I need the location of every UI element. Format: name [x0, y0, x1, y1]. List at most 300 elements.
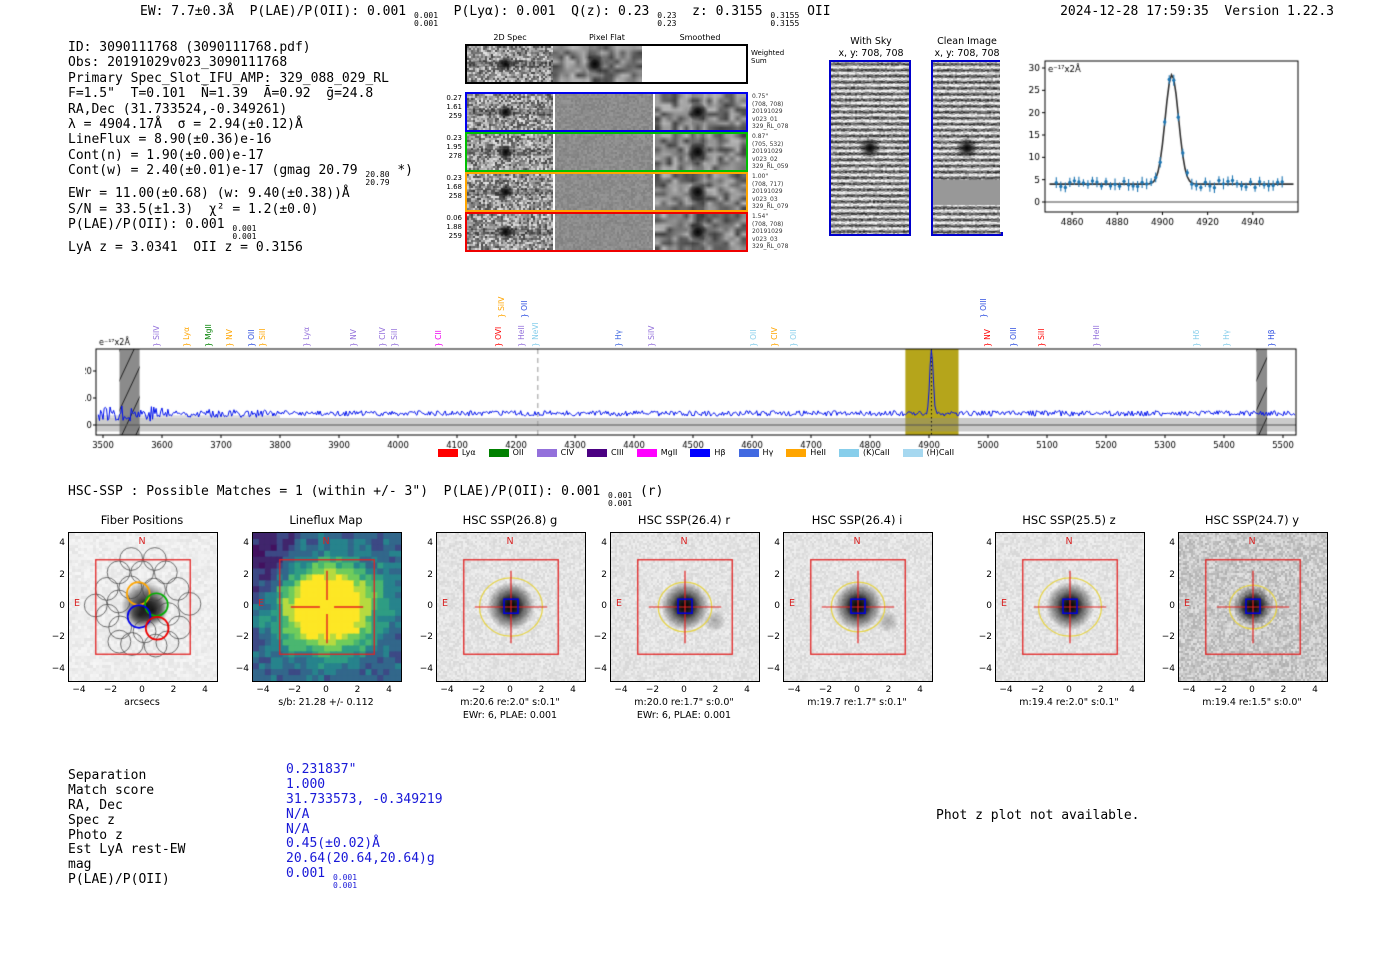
- y-tick-label: 0: [1169, 601, 1175, 611]
- text-segment: 0.231837": [286, 762, 357, 777]
- spec2d-image: [655, 174, 746, 210]
- x-tick-label: −2: [818, 685, 833, 695]
- y-tick-label: 2: [243, 569, 249, 580]
- x-tick-label: −4: [787, 685, 801, 695]
- compass-e: E: [616, 598, 623, 609]
- stacked-uncertainty: 0.001 0.001: [332, 873, 358, 890]
- y-tick-label: 2: [601, 569, 607, 580]
- legend-item: [739, 448, 774, 457]
- x-tick-label: 2: [712, 685, 719, 695]
- spec2d-image: [655, 94, 746, 130]
- line-label-text: } Lyα: [301, 326, 311, 347]
- cutout-caption2: EWr: 6, PLAE: 0.001: [462, 710, 558, 721]
- fiber-weight-labels: [430, 174, 462, 201]
- line-label-text: } OIII: [979, 298, 989, 318]
- cutout-xlabel: arcsecs: [124, 697, 160, 708]
- y-tick-label: 2: [1169, 569, 1175, 580]
- fiber-id-line: 20191029: [752, 108, 783, 116]
- legend-swatch: [587, 449, 607, 457]
- compass-n: N: [1065, 536, 1073, 547]
- text-segment: P(LAE)/P(OII): 0.001: [68, 217, 233, 233]
- text-segment: EW: 7.7±0.3Å P(LAE)/P(OII): 0.001: [140, 4, 414, 19]
- fiber-id-line: (705, 532): [752, 140, 784, 148]
- cutout-canvas: [253, 533, 401, 681]
- fiber-id-line: v023_03: [752, 235, 778, 243]
- x-tick-label: −4: [614, 685, 628, 695]
- fiber-id-labels: [752, 173, 814, 211]
- spec2d-weighted-sum-row: [465, 44, 748, 84]
- cutout-canvas: [437, 533, 585, 681]
- x-tick-label: 0: [1066, 685, 1072, 695]
- cutout-title: HSC SSP(26.8) g: [462, 513, 558, 527]
- line-label-text: } Lyα: [182, 326, 191, 347]
- y-tick-label: 0: [774, 601, 780, 611]
- spec2d-fiber-row: [465, 172, 748, 212]
- fiber-id-line: 0.75": [752, 93, 769, 100]
- cutout-title: HSC SSP(24.7) y: [1204, 513, 1300, 527]
- spec2d-fiber-row: [465, 92, 748, 132]
- y-tick-label: −2: [593, 632, 607, 643]
- match-label: Spec z: [68, 812, 115, 828]
- cutout-image: [610, 532, 760, 682]
- legend-item: [537, 448, 574, 457]
- match-value: [286, 807, 309, 822]
- fiber-weight-value: 1.68: [446, 183, 462, 191]
- fiber-weight-value: 0.23: [446, 174, 462, 182]
- fiber-weight-value: 278: [448, 152, 462, 160]
- spec2d-image: [467, 94, 553, 130]
- match-row: [68, 762, 443, 783]
- legend-label: Lyα: [461, 448, 476, 457]
- line-label-text: } NV: [983, 329, 993, 347]
- legend-item: [438, 448, 476, 457]
- compass-n: N: [138, 536, 146, 547]
- x-tick-label: 4: [202, 685, 208, 695]
- match-label: Photo z: [68, 827, 123, 843]
- line-label-text: } Hγ: [613, 329, 623, 347]
- text-segment: F=1.5" T=0.101 N̄=1.39 Ā=0.92 ḡ=24.8: [68, 86, 374, 102]
- line-label-text: } SiIV: [497, 296, 507, 318]
- y-tick-label: −4: [51, 663, 65, 674]
- text-segment: EWr = 11.00(±0.68) (w: 9.40(±0.38))Å: [68, 186, 350, 202]
- y-tick-label: 2: [774, 569, 780, 580]
- line-label-text: } OIII: [1008, 327, 1018, 347]
- summary-line: [140, 4, 831, 27]
- x-tick-label: −4: [72, 685, 86, 695]
- y-tick-label: −4: [419, 663, 433, 674]
- text-segment: Obs: 20191029v023_3090111768: [68, 55, 288, 71]
- withsky-title-text: With Sky: [850, 36, 892, 47]
- legend-item: [903, 448, 954, 457]
- stacked-uncertainty: 20.80 20.79: [365, 170, 390, 187]
- cutout-image: [783, 532, 933, 682]
- info-line: [68, 202, 413, 217]
- y-tick-label: −2: [766, 632, 780, 643]
- line-label-text: } HeII: [517, 325, 527, 347]
- x-tick-label: 0: [854, 685, 860, 695]
- line-label-text: } Hγ: [1222, 329, 1232, 347]
- spec2d-image: [555, 134, 653, 170]
- fiber-id-line: 329_RL_078: [752, 123, 789, 131]
- x-tick-label: 4: [386, 685, 392, 695]
- fiber-weight-value: 1.95: [446, 143, 462, 151]
- cutout-image: [995, 532, 1145, 682]
- text-segment: ID: 3090111768 (3090111768.pdf): [68, 40, 311, 55]
- fiber-id-line: 329_RL_078: [752, 243, 789, 251]
- x-tick-label: −2: [471, 685, 486, 695]
- fiber-id-line: (708, 708): [752, 220, 784, 228]
- text-segment: Cont(n) = 1.90(±0.00)e-17: [68, 147, 264, 163]
- compass-n: N: [322, 536, 330, 547]
- fiber-id-labels: [752, 133, 814, 171]
- legend-swatch: [690, 449, 710, 457]
- match-value: [286, 851, 435, 866]
- y-tick-label: −4: [978, 663, 992, 674]
- x-tick-label: 2: [170, 685, 177, 695]
- line-label-text: } CII: [433, 330, 443, 347]
- spec2d-fiber-row: [465, 212, 748, 252]
- spec2d-image: [553, 46, 642, 82]
- compass-n: N: [506, 536, 514, 547]
- fiber-id-labels: [752, 93, 814, 131]
- match-row: [68, 851, 443, 873]
- match-label: mag: [68, 857, 92, 873]
- line-label-text: } CIV: [769, 327, 779, 347]
- compass-e: E: [1001, 598, 1008, 609]
- match-value: [286, 762, 356, 777]
- fiber-weight-value: 0.23: [446, 134, 462, 142]
- legend-label: MgII: [660, 448, 678, 457]
- withsky-title: [826, 36, 916, 59]
- fiber-id-line: v023_01: [752, 115, 778, 123]
- detection-info-block: [68, 40, 413, 255]
- text-segment: P(Lyα): 0.001 Q(z): 0.23: [438, 4, 658, 19]
- y-tick-label: −2: [419, 632, 433, 643]
- x-tick-label: −4: [999, 685, 1013, 695]
- fiber-weight-value: 0.06: [446, 214, 462, 222]
- compass-e: E: [258, 598, 265, 609]
- legend-label: Hγ: [762, 448, 774, 457]
- match-value: [286, 777, 325, 792]
- text-segment: N/A: [286, 806, 310, 822]
- y-tick-label: 2: [427, 569, 433, 580]
- y-tick-label: 4: [986, 538, 992, 549]
- text-segment: 20.64(20.64,20.64)g: [286, 851, 435, 867]
- compass-e: E: [74, 598, 81, 609]
- legend-label: OII: [512, 448, 524, 457]
- x-tick-label: −4: [1182, 685, 1196, 695]
- spec2d-fiber-row: [465, 132, 748, 172]
- legend-swatch: [903, 449, 923, 457]
- y-tick-label: 0: [59, 601, 65, 611]
- legend-item: [786, 448, 826, 457]
- y-tick-label: −4: [593, 663, 607, 674]
- text-segment: 0.45(±0.02)Å: [286, 836, 380, 852]
- x-tick-label: 2: [354, 685, 361, 695]
- photz-notice: Phot z plot not available.: [936, 808, 1140, 823]
- x-tick-label: 2: [1097, 685, 1104, 695]
- cutout-caption: m:20.6 re:2.0" s:0.1": [460, 697, 560, 708]
- x-tick-label: −2: [1030, 685, 1045, 695]
- text-segment: Cont(w) = 2.40(±0.01)e-17 (gmag 20.79: [68, 163, 366, 179]
- y-tick-label: 4: [243, 538, 249, 549]
- line-label-text: } OVI: [494, 326, 504, 347]
- cutout-title: HSC SSP(26.4) i: [811, 513, 903, 527]
- x-tick-label: 0: [507, 685, 513, 695]
- clean-xy: x, y: 708, 708: [934, 47, 1000, 59]
- fiber-id-line: (708, 708): [752, 100, 784, 108]
- info-line: [68, 117, 413, 132]
- spec2d-image: [655, 214, 746, 250]
- cutout-title: HSC SSP(25.5) z: [1022, 513, 1116, 527]
- match-label: Separation: [68, 768, 147, 783]
- cutout-title: Fiber Positions: [100, 513, 184, 527]
- x-tick-label: 0: [1249, 685, 1255, 695]
- y-tick-label: 0: [243, 601, 249, 611]
- full-spectrum-plot: [85, 263, 1310, 458]
- y-tick-label: 4: [1169, 538, 1175, 549]
- text-segment: N/A: [286, 821, 310, 837]
- match-label: Est LyA rest-EW: [68, 842, 186, 858]
- match-value: [286, 822, 309, 837]
- spec2d-image: [655, 134, 746, 170]
- stacked-uncertainty: 0.3155 0.3155: [770, 11, 800, 28]
- y-tick-label: −2: [51, 632, 65, 643]
- fiber-weight-labels: [430, 134, 462, 161]
- cutout-canvas: [611, 533, 759, 681]
- cutout-caption: m:20.0 re:1.7" s:0.0": [634, 697, 734, 708]
- cutout-canvas: [69, 533, 217, 681]
- line-label-text: } Hδ: [1192, 329, 1202, 347]
- y-tick-label: 4: [774, 538, 780, 549]
- x-tick-label: 2: [885, 685, 892, 695]
- cutout-caption: s/b: 21.28 +/- 0.112: [278, 697, 374, 708]
- info-line: [68, 71, 413, 86]
- spec2d-image: [467, 134, 553, 170]
- legend-swatch: [537, 449, 557, 457]
- legend-label: CIII: [611, 448, 624, 457]
- fiber-id-line: 0.87": [752, 133, 769, 140]
- legend-item: [587, 448, 624, 457]
- line-label-text: } NeVI: [531, 322, 541, 347]
- y-tick-label: −2: [978, 632, 992, 643]
- x-tick-label: −4: [256, 685, 270, 695]
- text-segment: 31.733573, -0.349219: [286, 791, 443, 807]
- legend-swatch: [739, 449, 759, 457]
- line-label-text: } SiII: [258, 328, 268, 347]
- x-tick-label: 2: [1280, 685, 1287, 695]
- x-tick-label: −2: [287, 685, 302, 695]
- fiber-id-line: (708, 717): [752, 180, 784, 188]
- cutout-image: [68, 532, 218, 682]
- compass-n: N: [853, 536, 861, 547]
- y-tick-label: −2: [235, 632, 249, 643]
- compass-e: E: [442, 598, 449, 609]
- spec2d-header: 2D Spec: [493, 33, 527, 42]
- clean-canvas: [933, 62, 1001, 234]
- fiber-id-line: 329_RL_079: [752, 203, 789, 211]
- weighted-sum-line1: Weighted: [751, 49, 785, 57]
- fiber-weight-value: 259: [448, 112, 462, 120]
- match-value: [286, 792, 443, 807]
- info-line: [68, 163, 413, 186]
- spec2d-image: [555, 174, 653, 210]
- weighted-sum-label: [751, 49, 784, 65]
- x-tick-label: 4: [570, 685, 576, 695]
- cutout-canvas: [1179, 533, 1327, 681]
- fiber-weight-value: 1.88: [446, 223, 462, 231]
- hsc-match-header: [68, 484, 663, 507]
- y-tick-label: 4: [427, 538, 433, 549]
- compass-e: E: [1184, 598, 1191, 609]
- text-segment: z: 0.3155: [676, 4, 771, 19]
- compass-n: N: [1248, 536, 1256, 547]
- cutout-caption: m:19.7 re:1.7" s:0.1": [807, 697, 907, 708]
- info-line: [68, 40, 413, 55]
- cutout-title: Lineflux Map: [289, 513, 363, 527]
- weighted-sum-line2: Sum: [751, 57, 767, 65]
- fiber-id-line: v023_02: [752, 155, 778, 163]
- info-line: [68, 102, 413, 117]
- fiber-weight-value: 1.61: [446, 103, 462, 111]
- stacked-uncertainty: 0.001 0.001: [608, 491, 633, 508]
- text-segment: RA,Dec (31.733524,-0.349261): [68, 101, 288, 117]
- legend-label: HeII: [810, 448, 826, 457]
- y-tick-label: −4: [766, 663, 780, 674]
- cutout-image: [436, 532, 586, 682]
- text-segment: HSC-SSP : Possible Matches = 1 (within +/- 3") P(LAE)/P(OII): 0.001: [68, 484, 609, 499]
- withsky-xy: x, y: 708, 708: [838, 47, 904, 59]
- y-tick-label: 4: [601, 538, 607, 549]
- y-tick-label: 2: [59, 569, 65, 580]
- line-label-text: } HeII: [1091, 325, 1101, 347]
- spec2d-image: [467, 174, 553, 210]
- clean-title: [922, 36, 1012, 59]
- info-line: [68, 55, 413, 70]
- x-tick-label: −2: [645, 685, 660, 695]
- y-tick-label: 4: [59, 538, 65, 549]
- stacked-uncertainty: 0.23 0.23: [657, 11, 677, 28]
- clean-image: [931, 60, 1003, 236]
- line-label-text: } NV: [348, 329, 358, 347]
- fiber-weight-labels: [430, 214, 462, 241]
- cutout-caption: m:19.4 re:2.0" s:0.1": [1019, 697, 1119, 708]
- fiber-id-labels: [752, 213, 814, 251]
- fiber-id-line: 1.54": [752, 213, 769, 220]
- line-label-text: } SiIV: [646, 325, 656, 347]
- match-row: [68, 806, 443, 828]
- fiber-id-line: 329_RL_059: [752, 163, 789, 171]
- line-label-text: } SiIV: [151, 325, 161, 347]
- y-tick-label: −2: [1161, 632, 1175, 643]
- legend-item: [489, 448, 524, 457]
- line-label-text: } OII: [246, 329, 256, 347]
- info-line: [68, 86, 413, 101]
- match-row: [68, 791, 443, 813]
- legend-swatch: [438, 449, 458, 457]
- info-line: [68, 217, 413, 240]
- text-segment: LineFlux = 8.90(±0.36)e-16: [68, 132, 272, 148]
- line-fit-plot: [1000, 42, 1345, 232]
- text-segment: OII: [799, 4, 831, 19]
- line-label-text: } CIV: [377, 327, 387, 347]
- text-segment: LyA z = 3.0341 OII z = 0.3156: [68, 240, 303, 256]
- withsky-image: [829, 60, 911, 236]
- match-value: [286, 836, 380, 851]
- pixelflat-header: Pixel Flat: [589, 33, 625, 42]
- y-tick-label: 2: [986, 569, 992, 580]
- cutout-caption2: EWr: 6, PLAE: 0.001: [636, 710, 732, 721]
- text-segment: 0.001: [286, 866, 333, 882]
- match-row: [68, 821, 443, 843]
- cutout-image: [1178, 532, 1328, 682]
- line-label-text: } SiII: [1036, 328, 1046, 347]
- x-tick-label: −2: [103, 685, 118, 695]
- x-tick-label: −4: [440, 685, 454, 695]
- cutout-title: HSC SSP(26.4) r: [637, 513, 731, 527]
- text-segment: 1.000: [286, 776, 326, 792]
- info-line: [68, 186, 413, 201]
- x-tick-label: 4: [744, 685, 750, 695]
- line-label-text: } MgII: [203, 324, 213, 347]
- line-label-text: } OII: [520, 300, 530, 318]
- cutout-canvas: [784, 533, 932, 681]
- fiber-id-line: 20191029: [752, 228, 783, 236]
- y-tick-label: −4: [235, 663, 249, 674]
- x-tick-label: 0: [139, 685, 145, 695]
- stacked-uncertainty: 0.001 0.001: [232, 224, 257, 241]
- info-line: [68, 240, 413, 255]
- info-line: [68, 132, 413, 147]
- legend-item: [839, 448, 890, 457]
- cutout-canvas: [996, 533, 1144, 681]
- match-value: [286, 866, 358, 890]
- match-label: Match score: [68, 782, 155, 798]
- x-tick-label: 0: [323, 685, 329, 695]
- legend-label: (K)CaII: [862, 448, 890, 457]
- legend-swatch: [489, 449, 509, 457]
- legend-label: (H)CaII: [926, 448, 955, 457]
- fiber-id-line: 20191029: [752, 188, 783, 196]
- legend-item: [690, 448, 725, 457]
- line-label-text: } SiII: [390, 328, 400, 347]
- spec2d-image: [467, 214, 553, 250]
- cutout-image: [252, 532, 402, 682]
- fiber-id-line: 20191029: [752, 148, 783, 156]
- match-label: RA, Dec: [68, 797, 123, 813]
- match-row: [68, 866, 443, 890]
- text-segment: *): [389, 163, 413, 179]
- spec2d-image: [555, 94, 653, 130]
- spec2d-image: [555, 214, 653, 250]
- fiber-weight-value: 0.27: [446, 94, 462, 102]
- legend-item: [637, 448, 678, 457]
- y-tick-label: 0: [986, 601, 992, 611]
- cutout-caption: m:19.4 re:1.5" s:0.0": [1202, 697, 1302, 708]
- fiber-id-line: 1.00": [752, 173, 769, 180]
- info-line: [68, 148, 413, 163]
- smoothed-header: Smoothed: [679, 33, 721, 42]
- legend-swatch: [786, 449, 806, 457]
- line-label-text: } Hβ: [1267, 329, 1277, 347]
- text-segment: Primary Spec_Slot_IFU_AMP: 329_088_029_RL: [68, 70, 389, 86]
- text-segment: (r): [632, 484, 664, 499]
- compass-e: E: [789, 598, 796, 609]
- x-tick-label: 2: [538, 685, 545, 695]
- line-label-text: } NV: [225, 329, 235, 347]
- text-segment: λ = 4904.17Å σ = 2.94(±0.12)Å: [68, 117, 303, 133]
- y-tick-label: 0: [427, 601, 433, 611]
